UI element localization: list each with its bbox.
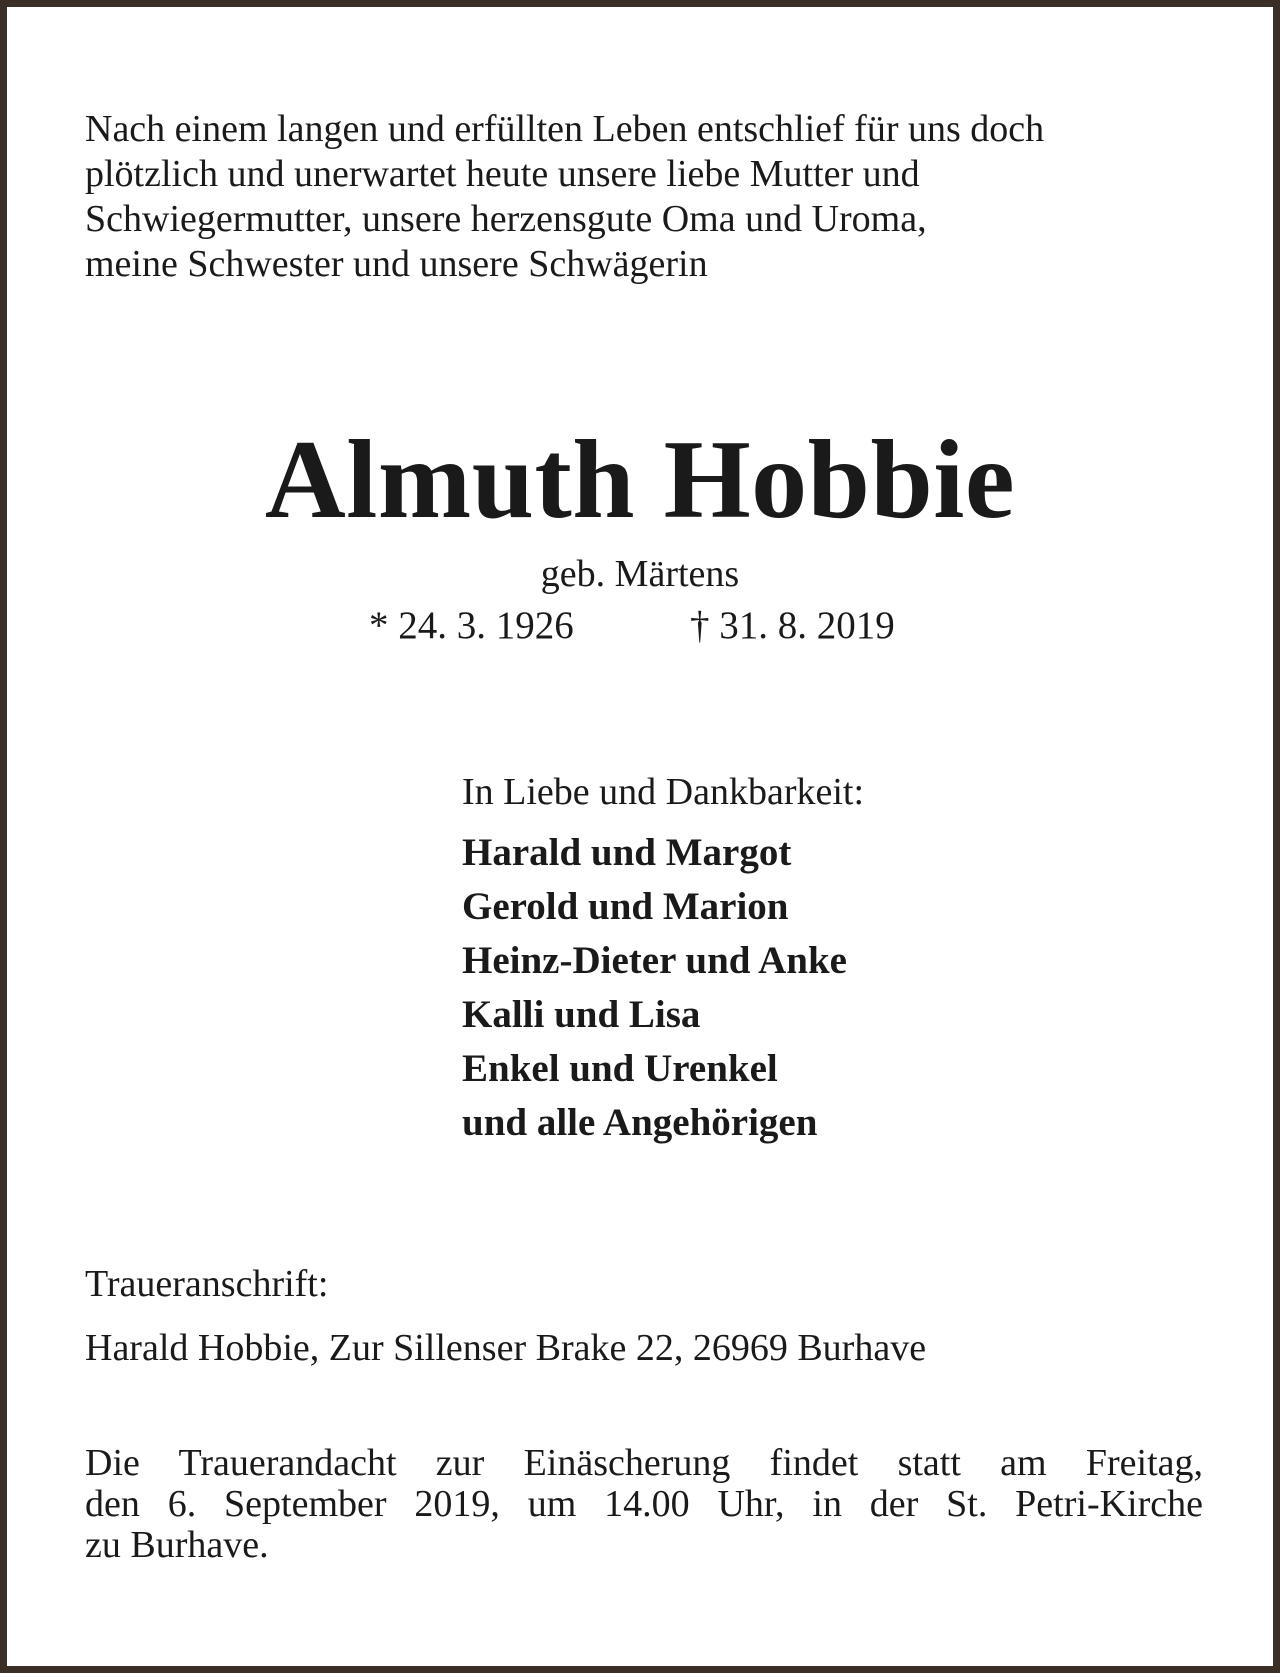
death-date: † 31. 8. 2019 [690, 604, 895, 647]
ceremony-line: Die Trauerandacht zur Einäscherung findet statt am Freitag, [85, 1442, 1203, 1484]
maiden-name: geb. Märtens [540, 553, 740, 595]
intro-line: meine Schwester und unsere Schwägerin [85, 243, 708, 285]
mourners-block [462, 769, 1162, 1150]
birth-date: * 24. 3. 1926 [369, 604, 574, 647]
intro-line: Nach einem langen und erfüllten Leben entschlief für uns doch [85, 108, 1045, 150]
mourners-heading: In Liebe und Dankbarkeit: [462, 771, 865, 813]
deceased-name: Almuth Hobbie [264, 418, 1016, 542]
intro-text [85, 107, 1215, 287]
mourning-address [85, 1261, 1215, 1371]
mourner-name: und alle Angehörigen [462, 1101, 818, 1144]
ceremony-info [85, 1443, 1203, 1566]
ceremony-line: zu Burhave. [85, 1524, 269, 1566]
intro-line: plötzlich und unerwartet heute unsere liebe Mutter und [85, 153, 920, 195]
mourner-name: Gerold und Marion [462, 885, 789, 928]
mourner-name: Harald und Margot [462, 831, 792, 874]
mourner-name: Heinz-Dieter und Anke [462, 939, 847, 982]
ceremony-line: den 6. September 2019, um 14.00 Uhr, in der St. Petri-Kirche [85, 1483, 1203, 1525]
address-label: Traueranschrift: [85, 1263, 329, 1305]
mourner-name: Kalli und Lisa [462, 993, 701, 1036]
mourner-name: Enkel und Urenkel [462, 1047, 778, 1090]
intro-line: Schwiegermutter, unsere herzensgute Oma und Uroma, [85, 198, 927, 240]
address-value: Harald Hobbie, Zur Sillenser Brake 22, 26969 Burhave [85, 1327, 927, 1369]
